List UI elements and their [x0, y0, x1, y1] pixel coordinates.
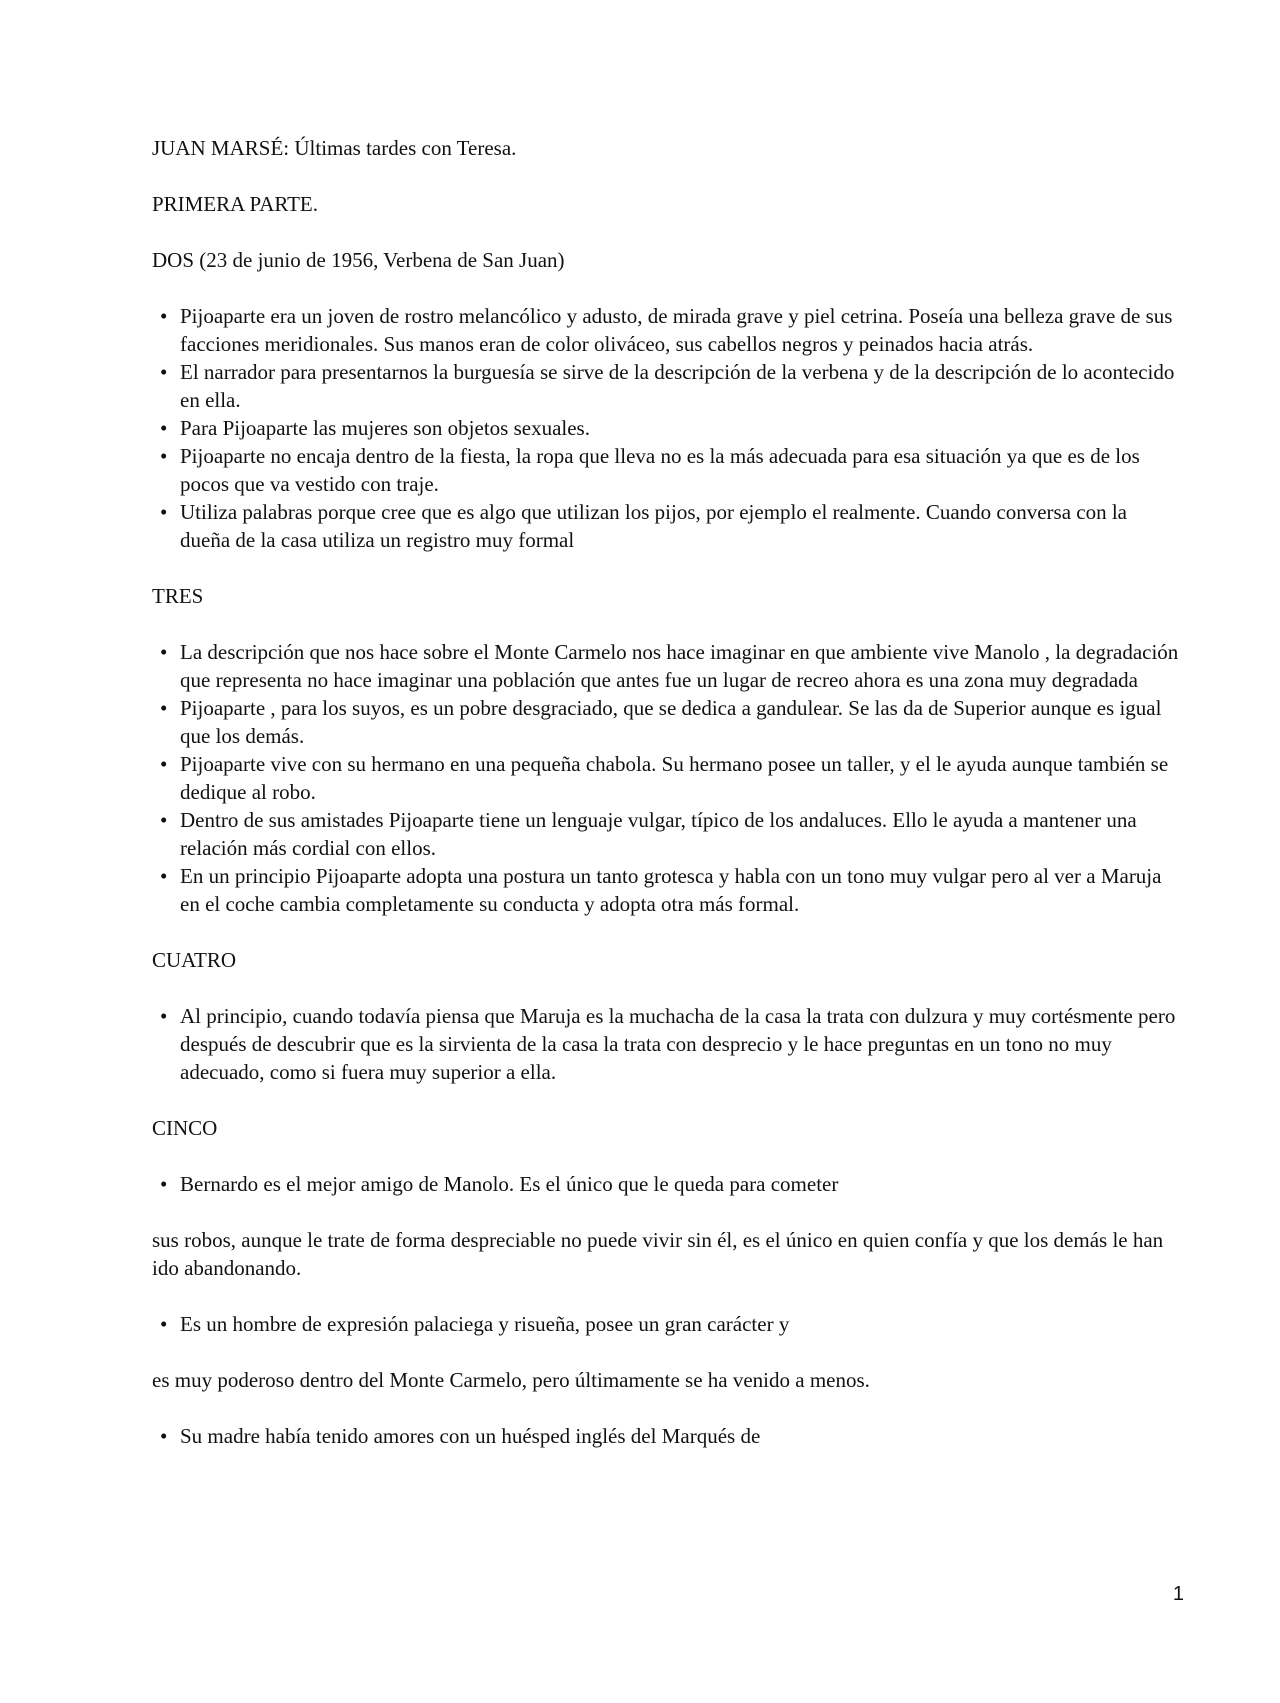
document-title: JUAN MARSÉ: Últimas tardes con Teresa. — [152, 136, 517, 160]
page-number: 1 — [1172, 1583, 1184, 1605]
bullet-list-cinco-3 — [152, 1422, 1182, 1450]
list-item: • Bernardo es el mejor amigo de Manolo. Es el único que le queda para cometer — [156, 1170, 1182, 1198]
list-item: • Es un hombre de expresión palaciega y risueña, posee un gran carácter y — [156, 1310, 1182, 1338]
list-item: • Dentro de sus amistades Pijoaparte tiene un lenguaje vulgar, típico de los andaluces. Ello le ayuda a mantener una relación más cordial con ellos. — [156, 806, 1182, 862]
section-heading-tres: TRES — [152, 584, 204, 608]
list-item: • La descripción que nos hace sobre el Monte Carmelo nos hace imaginar en que ambiente vive Manolo , la degradación que representa no hace imaginar una población que antes fue un lugar de recreo ahora es una zona muy degradada — [156, 638, 1182, 694]
list-item: • Pijoaparte no encaja dentro de la fiesta, la ropa que lleva no es la más adecuada para esa situación ya que es de los pocos que va vestido con traje. — [156, 442, 1182, 498]
paragraph: es muy poderoso dentro del Monte Carmelo, pero últimamente se ha venido a menos. — [152, 1368, 870, 1392]
section-heading-cinco: CINCO — [152, 1116, 218, 1140]
section-heading-dos: DOS (23 de junio de 1956, Verbena de San Juan) — [152, 248, 565, 272]
section-heading-cuatro: CUATRO — [152, 948, 237, 972]
list-item: • Pijoaparte era un joven de rostro melancólico y adusto, de mirada grave y piel cetrina. Poseía una belleza grave de sus facciones meridionales. Sus manos eran de color oliváceo, sus cabellos negros y peinados hacia atrás. — [156, 302, 1182, 358]
list-item: • Su madre había tenido amores con un huésped inglés del Marqués de — [156, 1422, 1182, 1450]
list-item: • Para Pijoaparte las mujeres son objetos sexuales. — [156, 414, 1182, 442]
document-page — [152, 134, 1182, 1478]
list-item: • Pijoaparte vive con su hermano en una pequeña chabola. Su hermano posee un taller, y el le ayuda aunque también se dedique al robo. — [156, 750, 1182, 806]
list-item: • Al principio, cuando todavía piensa que Maruja es la muchacha de la casa la trata con dulzura y muy cortésmente pero después de descubrir que es la sirvienta de la casa la trata con desprecio y le hace preguntas en un tono no muy adecuado, como si fuera muy superior a ella. — [156, 1002, 1182, 1086]
bullet-list-cuatro — [152, 1002, 1182, 1086]
part-heading: PRIMERA PARTE. — [152, 192, 319, 216]
list-item: • El narrador para presentarnos la burguesía se sirve de la descripción de la verbena y de la descripción de lo acontecido en ella. — [156, 358, 1182, 414]
list-item: • Pijoaparte , para los suyos, es un pobre desgraciado, que se dedica a gandulear. Se las da de Superior aunque es igual que los demás. — [156, 694, 1182, 750]
list-item: • En un principio Pijoaparte adopta una postura un tanto grotesca y habla con un tono muy vulgar pero al ver a Maruja en el coche cambia completamente su conducta y adopta otra más formal. — [156, 862, 1182, 918]
bullet-list-cinco-2 — [152, 1310, 1182, 1338]
list-item: • Utiliza palabras porque cree que es algo que utilizan los pijos, por ejemplo el realmente. Cuando conversa con la dueña de la casa utiliza un registro muy formal — [156, 498, 1182, 554]
bullet-list-tres — [152, 638, 1182, 918]
bullet-list-cinco-1 — [152, 1170, 1182, 1198]
paragraph: sus robos, aunque le trate de forma despreciable no puede vivir sin él, es el único en quien confía y que los demás le han ido abandonando. — [152, 1228, 1164, 1280]
bullet-list-dos — [152, 302, 1182, 554]
